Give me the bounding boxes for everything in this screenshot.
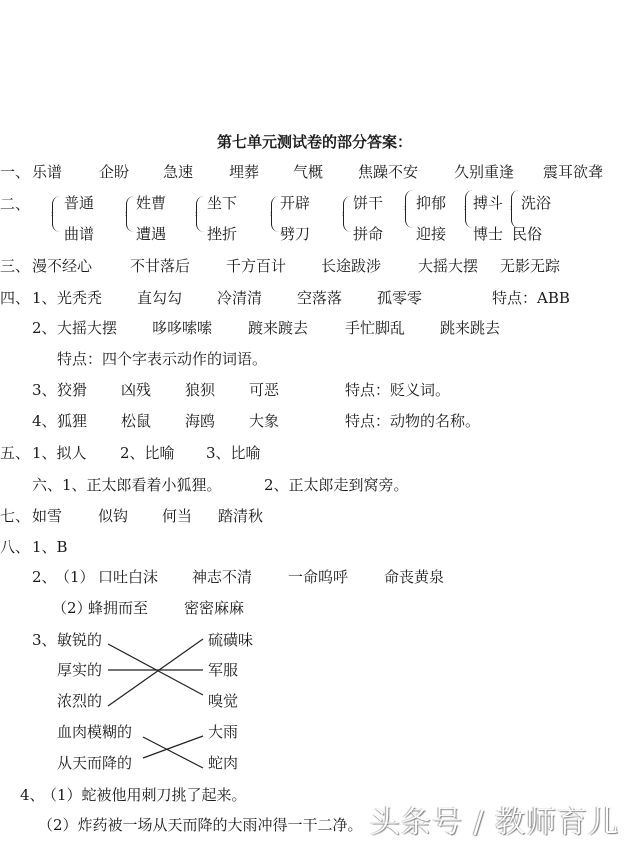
page-title: 第七单元测试卷的部分答案： bbox=[217, 133, 413, 151]
part-label: （2） bbox=[52, 599, 92, 617]
answer-word: 松鼠 bbox=[121, 412, 152, 430]
feature-note: 特点：ABB bbox=[492, 289, 570, 307]
answer-word: 大摇大摆 bbox=[57, 319, 118, 337]
answer-word: 手忙脚乱 bbox=[345, 319, 406, 337]
answer-word: 一命呜呼 bbox=[288, 568, 349, 586]
answer-sentence: 2、正太郎走到窝旁。 bbox=[264, 476, 409, 494]
match-right: 大雨 bbox=[208, 723, 239, 741]
answer-word: 久别重逢 bbox=[454, 163, 515, 181]
question-number: 2、 bbox=[32, 319, 57, 337]
answer-word: 2、比喻 bbox=[120, 444, 175, 462]
answer-word: 密密麻麻 bbox=[184, 599, 245, 617]
word-top: 饼干 bbox=[353, 194, 384, 212]
answer-word: 长途跋涉 bbox=[321, 257, 382, 275]
answer-word: 蜂拥而至 bbox=[88, 599, 149, 617]
feature-note: 特点：四个字表示动作的词语。 bbox=[57, 350, 268, 368]
answer-word: 哆哆嗦嗦 bbox=[152, 319, 213, 337]
word-top: 洗浴 bbox=[521, 194, 552, 212]
answer-word: 踏清秋 bbox=[218, 507, 264, 525]
word-top: 搏斗 bbox=[473, 194, 504, 212]
answer-word: 乐谱 bbox=[32, 163, 63, 181]
answer-word: 狐狸 bbox=[57, 412, 88, 430]
answer-word: 口吐白沫 bbox=[98, 568, 159, 586]
question-number: 2、 bbox=[32, 568, 57, 586]
answer-word: 大象 bbox=[249, 412, 280, 430]
word-bottom: 曲谱 bbox=[64, 225, 95, 243]
section-label: 二、 bbox=[0, 195, 31, 213]
match-right: 军服 bbox=[208, 661, 239, 679]
answer-word: 可恶 bbox=[249, 381, 280, 399]
match-left: 血肉模糊的 bbox=[57, 723, 133, 741]
answer-word: 千方百计 bbox=[226, 257, 287, 275]
section-label: 三、 bbox=[0, 257, 31, 275]
match-right: 硫磺味 bbox=[208, 631, 254, 649]
match-left: 浓烈的 bbox=[57, 692, 103, 710]
word-top: 开辟 bbox=[280, 194, 311, 212]
match-left: 从天而降的 bbox=[57, 754, 133, 772]
answer-word: 埋葬 bbox=[229, 163, 260, 181]
answer-word: 无影无踪 bbox=[500, 257, 561, 275]
word-bottom: 民俗 bbox=[512, 225, 543, 243]
word-bottom: 博士 bbox=[473, 225, 504, 243]
answer-sentence: （1）蛇被他用刺刀挑了起来。 bbox=[42, 786, 247, 804]
section-label: 七、 bbox=[0, 507, 31, 525]
answer-word: 不甘落后 bbox=[130, 257, 191, 275]
section-label: 五、 bbox=[0, 444, 31, 462]
answer-word: 冷清清 bbox=[217, 289, 263, 307]
answer-word: 孤零零 bbox=[377, 289, 423, 307]
answer-word: 跳来跳去 bbox=[440, 319, 501, 337]
word-bottom: 拼命 bbox=[353, 225, 384, 243]
word-bottom: 挫折 bbox=[207, 225, 238, 243]
answer-word: 漫不经心 bbox=[32, 257, 93, 275]
answer-word: 空落落 bbox=[297, 289, 343, 307]
word-bottom: 遭遇 bbox=[136, 225, 167, 243]
word-top: 抑郁 bbox=[416, 194, 447, 212]
answer-word: 海鸥 bbox=[185, 412, 216, 430]
answer-sentence: （2）炸药被一场从天而降的大雨冲得一干二净。 bbox=[38, 816, 363, 834]
answer-sentence: 1、正太郎看着小狐狸。 bbox=[62, 476, 222, 494]
answer-word: 似钩 bbox=[98, 507, 129, 525]
answer-word: 神志不清 bbox=[192, 568, 253, 586]
question-number: 3、 bbox=[32, 631, 57, 649]
section-label: 四、 bbox=[0, 289, 31, 307]
answer-word: 狡猾 bbox=[57, 381, 88, 399]
answer-word: 如雪 bbox=[32, 507, 63, 525]
answer-word: 急速 bbox=[163, 163, 194, 181]
watermark: 头条号 / 教师育儿 bbox=[370, 805, 620, 840]
answer-word: 焦躁不安 bbox=[358, 163, 419, 181]
match-left: 敏锐的 bbox=[57, 631, 103, 649]
question-number: 1、 bbox=[32, 289, 57, 307]
section-label: 六、 bbox=[32, 476, 63, 494]
match-left: 厚实的 bbox=[57, 661, 103, 679]
answer-word: 1、拟人 bbox=[32, 444, 87, 462]
answer-word: 企盼 bbox=[99, 163, 130, 181]
part-label: （1） bbox=[55, 568, 95, 586]
answer-word: 气概 bbox=[293, 163, 324, 181]
feature-note: 特点：动物的名称。 bbox=[345, 412, 481, 430]
question-number: 4、 bbox=[20, 786, 45, 804]
answer-word: 震耳欲聋 bbox=[543, 163, 604, 181]
answer-word: 3、比喻 bbox=[206, 444, 261, 462]
match-right: 蛇肉 bbox=[208, 754, 239, 772]
answer-word: 踱来踱去 bbox=[248, 319, 309, 337]
answer-word: 1、B bbox=[32, 538, 68, 556]
question-number: 4、 bbox=[32, 412, 57, 430]
feature-note: 特点：贬义词。 bbox=[345, 381, 451, 399]
answer-word: 何当 bbox=[162, 507, 193, 525]
answer-word: 凶残 bbox=[121, 381, 152, 399]
answer-word: 狼狈 bbox=[185, 381, 216, 399]
match-right: 嗅觉 bbox=[208, 692, 239, 710]
section-label: 一、 bbox=[0, 163, 31, 181]
word-top: 坐下 bbox=[207, 194, 238, 212]
word-top: 姓曹 bbox=[136, 194, 167, 212]
word-bottom: 劈刀 bbox=[280, 225, 311, 243]
word-top: 普通 bbox=[64, 194, 95, 212]
answer-word: 命丧黄泉 bbox=[384, 568, 445, 586]
question-number: 3、 bbox=[32, 381, 57, 399]
answer-word: 大摇大摆 bbox=[418, 257, 479, 275]
answer-word: 直勾勾 bbox=[137, 289, 183, 307]
word-bottom: 迎接 bbox=[416, 225, 447, 243]
answer-word: 光秃秃 bbox=[57, 289, 103, 307]
section-label: 八、 bbox=[0, 538, 31, 556]
